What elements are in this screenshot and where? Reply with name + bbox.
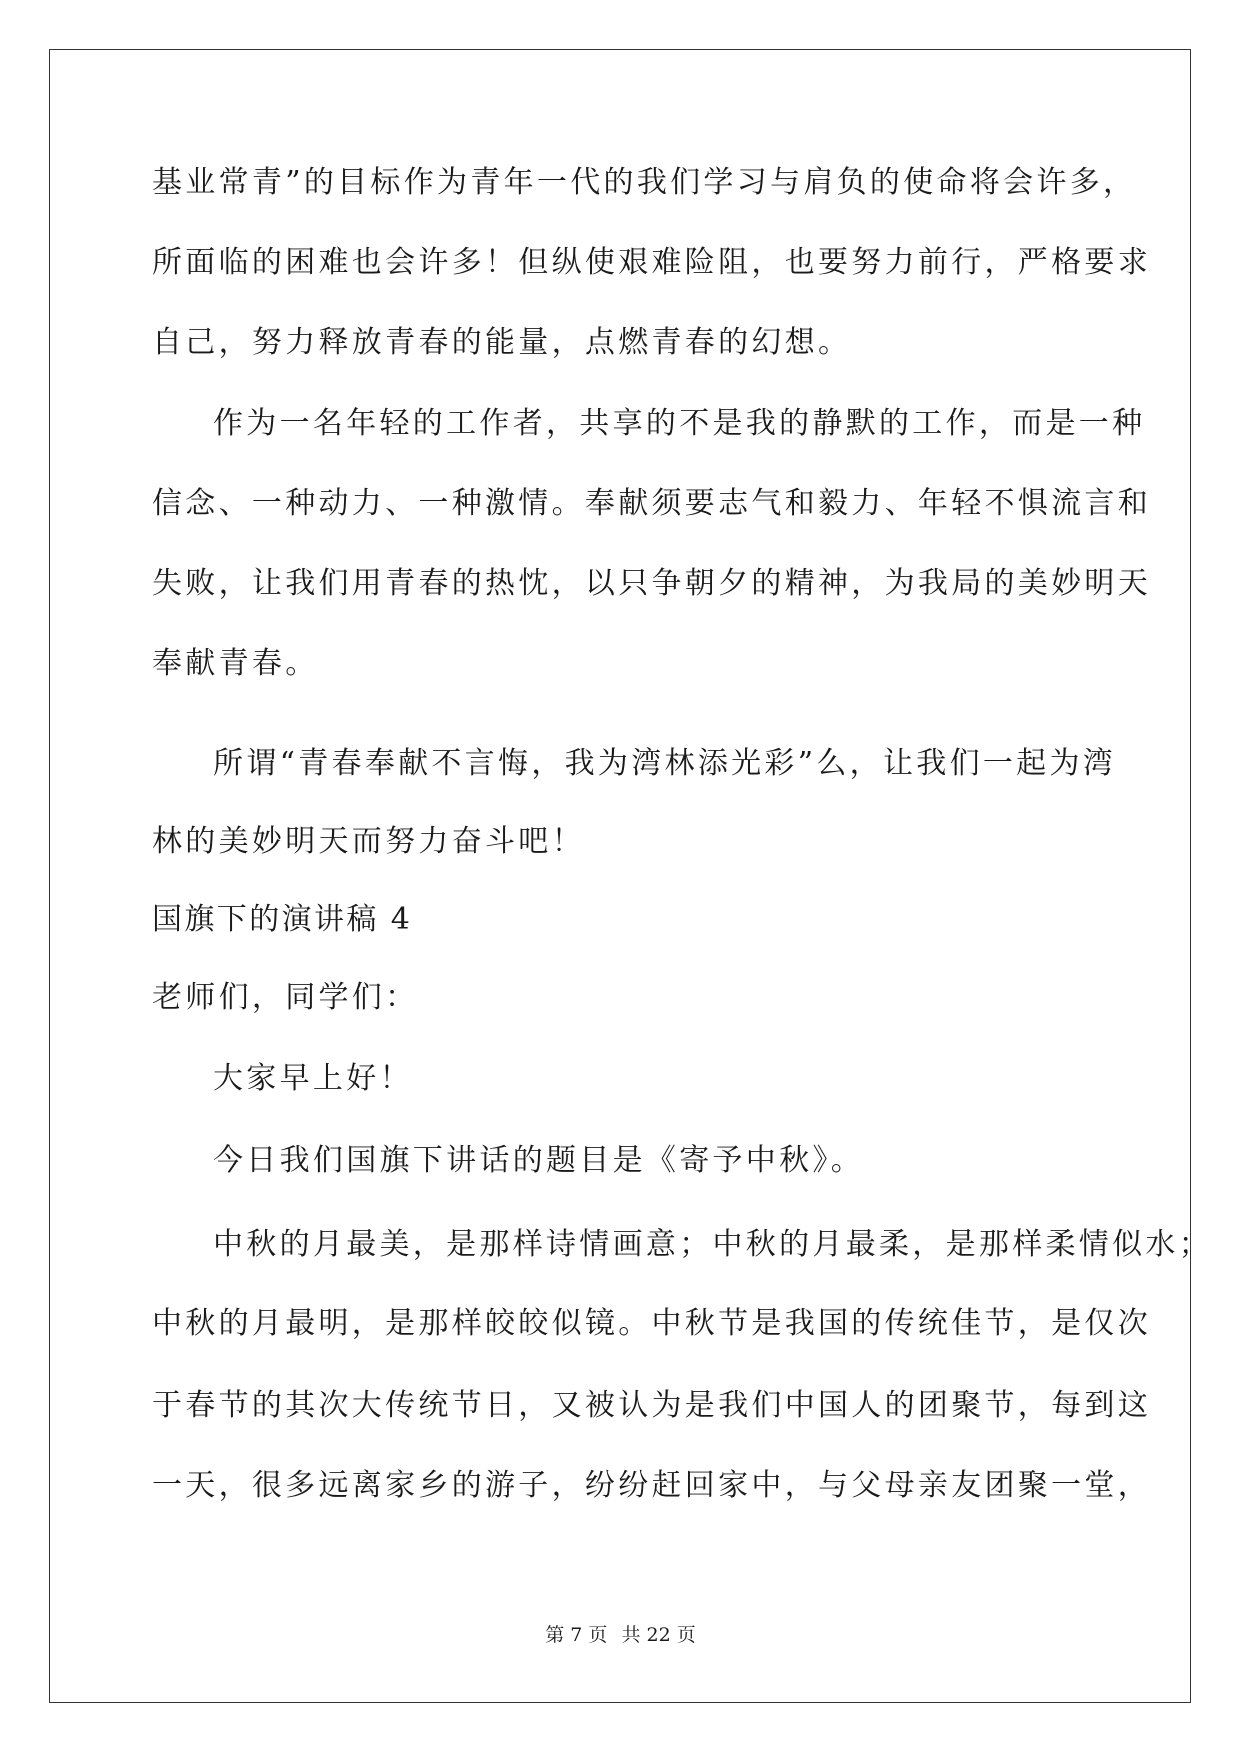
text-line: 信念、一种动力、一种激情。奉献须要志气和毅力、年轻不惧流言和 bbox=[152, 486, 1151, 521]
paragraph-first-line: 作为一名年轻的工作者，共享的不是我的静默的工作，而是一种 bbox=[213, 406, 1146, 441]
text-line: 于春节的其次大传统节日，又被认为是我们中国人的团聚节，每到这 bbox=[152, 1388, 1151, 1423]
section-heading: 国旗下的演讲稿 4 bbox=[152, 902, 413, 937]
text-line: 自己，努力释放青春的能量，点燃青春的幻想。 bbox=[152, 325, 852, 360]
page-footer bbox=[0, 1623, 1241, 1647]
page-number: 第 7 页 bbox=[545, 1624, 608, 1646]
paragraph-first-line: 所谓“青春奉献不言悔，我为湾林添光彩”么，让我们一起为湾 bbox=[213, 746, 1117, 781]
text-line: 基业常青”的目标作为青年一代的我们学习与肩负的使命将会许多， bbox=[152, 165, 1137, 200]
paragraph-first-line: 中秋的月最美，是那样诗情画意；中秋的月最柔，是那样柔情似水； bbox=[213, 1227, 1212, 1262]
greeting: 大家早上好！ bbox=[213, 1061, 413, 1096]
text-line: 中秋的月最明，是那样皎皎似镜。中秋节是我国的传统佳节，是仅次 bbox=[152, 1306, 1151, 1341]
text-line: 所面临的困难也会许多！但纵使艰难险阻，也要努力前行，严格要求 bbox=[152, 245, 1151, 280]
page-total: 共 22 页 bbox=[621, 1624, 696, 1646]
text-line: 奉献青春。 bbox=[152, 646, 319, 681]
text-line: 失败，让我们用青春的热忱，以只争朝夕的精神，为我局的美妙明天 bbox=[152, 566, 1151, 601]
text-line: 林的美妙明天而努力奋斗吧！ bbox=[152, 824, 585, 859]
text-line: 一天，很多远离家乡的游子，纷纷赶回家中，与父母亲友团聚一堂， bbox=[152, 1468, 1151, 1503]
paragraph-first-line: 今日我们国旗下讲话的题目是《寄予中秋》。 bbox=[213, 1143, 864, 1178]
page-border bbox=[49, 49, 1212, 1703]
salutation: 老师们，同学们： bbox=[152, 980, 419, 1015]
